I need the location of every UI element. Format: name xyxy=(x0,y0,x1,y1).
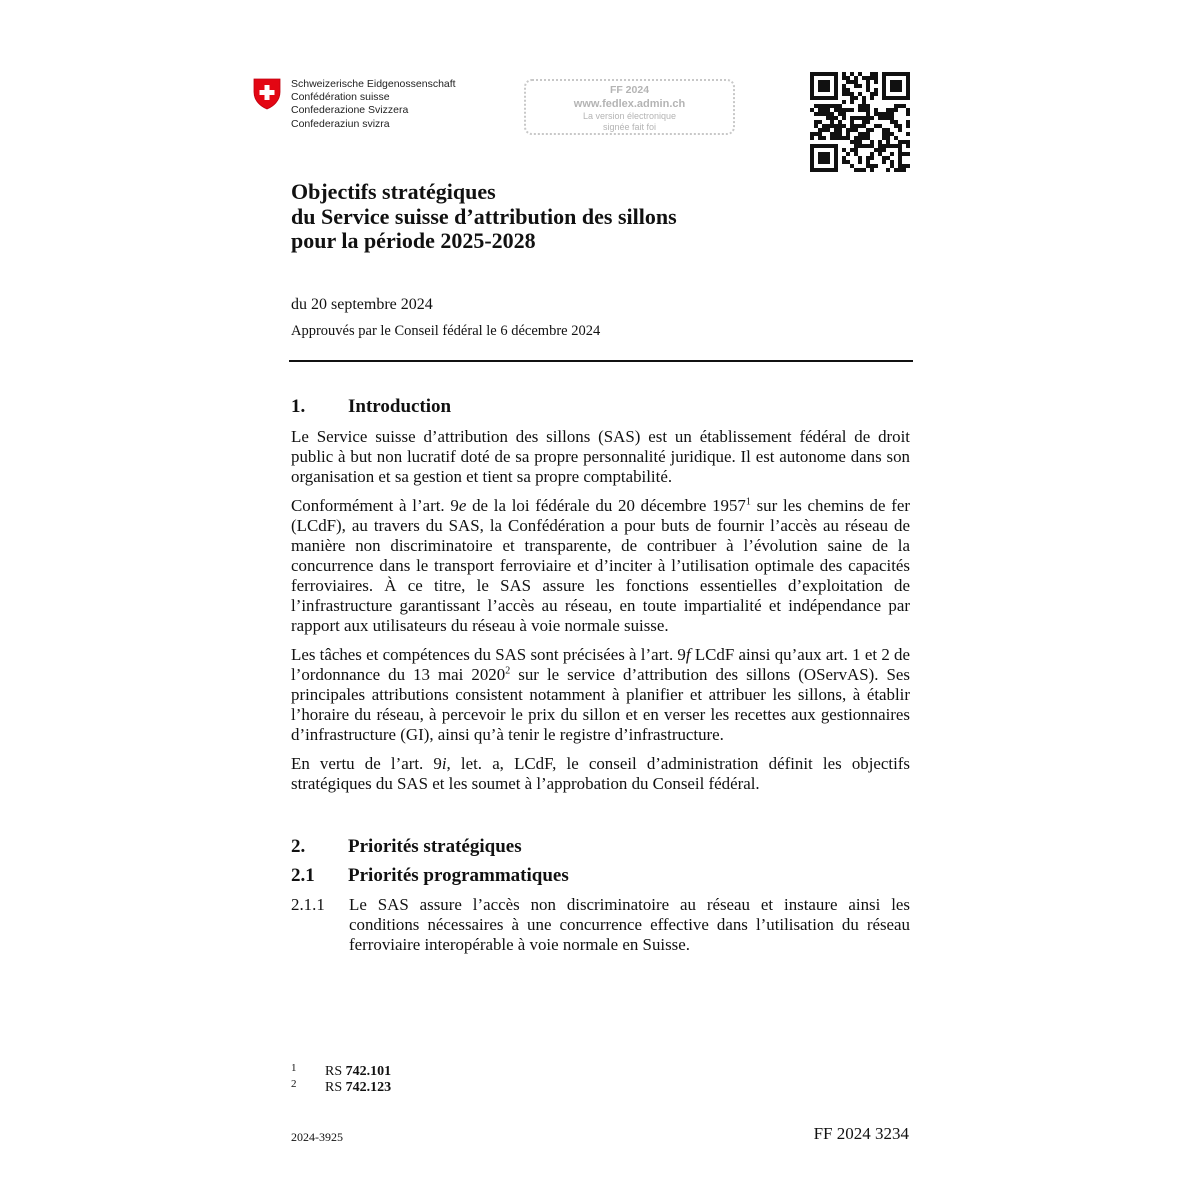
item-text: Le SAS assure l’accès non discriminatoire au réseau et instaure ainsi les conditions nécessaires à une concurrence effective dans l’utilisation du réseau ferroviaire interopérable à voie normale en Suisse. xyxy=(349,895,910,955)
intro-paragraph-4 xyxy=(291,754,910,794)
stamp-line-2: www.fedlex.admin.ch xyxy=(573,98,686,110)
electronic-signature-stamp xyxy=(524,79,735,135)
section-1-heading xyxy=(291,396,691,420)
section-2-heading xyxy=(291,836,691,860)
p3-text-a: Les tâches et compétences du SAS sont précisées à l’art. 9 xyxy=(291,644,686,664)
confederation-name-rm: Confederaziun svizra xyxy=(291,117,390,130)
section-1-title: Introduction xyxy=(348,396,452,417)
p2-text-c: sur les chemins de fer (LCdF), au travers du SAS, la Confédération a pour buts de fournir l’accès au réseau de manière non discriminatoire et transparente, de contribuer à l’évolution saine de la concurrence dans le transport ferroviaire et d’inciter à l’utilisation optimale des capacités ferroviaires. À ce titre, le SAS assure les fonctions essentielles d’exploitation de l’infrastructure garantissant l’accès au réseau, en toute impartialité et indépendance par rapport aux utilisateurs du réseau à voie normale suisse. xyxy=(291,495,910,636)
subsection-2-1-number: 2.1 xyxy=(291,865,315,886)
footnote-1-link[interactable]: 742.101 xyxy=(345,1064,392,1079)
confederation-name-it: Confederazione Svizzera xyxy=(291,104,409,117)
p4-article-letter: i xyxy=(441,753,447,773)
footnote-2-number: 2 xyxy=(291,1077,297,1090)
p3-text-c: sur le service d’attribution des sillons (OServAS). Ses principales attributions consistent notamment à planifier et attribuer les sillons, à établir l’horaire du réseau, à percevoir le prix du sillon et en verser les recettes aux gestionnaires d’infrastructure (GI), ainsi qu’à tenir le registre d’infrastructure. xyxy=(291,665,911,745)
p3-article-letter: f xyxy=(685,644,691,664)
footnote-2-prefix: RS xyxy=(325,1079,346,1095)
document-date: du 20 septembre 2024 xyxy=(291,296,433,313)
section-1-number: 1. xyxy=(291,396,306,417)
section-2-title: Priorités stratégiques xyxy=(348,836,522,857)
footnote-1-number: 1 xyxy=(291,1062,297,1074)
section-1-body xyxy=(291,427,910,803)
p2-text-a: Conformément à l’art. 9 xyxy=(291,495,459,515)
title-divider xyxy=(289,360,913,362)
intro-paragraph-1: Le Service suisse d’attribution des sillons (SAS) est un établissement fédéral de droit public à but non lucratif doté de sa propre personnalité juridique. Il est autonome dans son organisation et sa gestion et tient sa propre comptabilité. xyxy=(291,427,910,487)
stamp-line-3: La version électronique xyxy=(582,111,677,121)
stamp-line-4: signée fait foi xyxy=(602,122,657,132)
p2-text-b: de la loi fédérale du 20 décembre 1957 xyxy=(466,495,746,515)
confederation-name-fr: Confédération suisse xyxy=(291,91,390,104)
footnote-1 xyxy=(291,1064,491,1080)
document-id: 2024-3925 xyxy=(291,1130,343,1144)
p4-text-b: , let. a, LCdF, le conseil d’administration définit les objectifs stratégiques du SAS et les soumet à l’approbation du Conseil fédéral. xyxy=(291,753,910,793)
p3-text-b: LCdF ainsi qu’aux art. 1 et 2 de l’ordonnance du 13 mai 2020 xyxy=(291,644,910,685)
qr-code-icon xyxy=(810,72,910,172)
swiss-coat-of-arms-icon xyxy=(253,78,281,110)
title-line-3: pour la période 2025-2028 xyxy=(291,228,536,253)
intro-paragraph-2 xyxy=(291,496,910,637)
list-item xyxy=(291,895,910,957)
footnote-ref-2[interactable]: 2 xyxy=(505,665,511,677)
stamp-line-1: FF 2024 xyxy=(609,84,650,96)
confederation-name-de: Schweizerische Eidgenossenschaft xyxy=(291,78,456,90)
title-line-1: Objectifs stratégiques xyxy=(291,179,496,204)
footnote-ref-1[interactable]: 1 xyxy=(745,496,751,508)
footnote-1-prefix: RS xyxy=(325,1064,346,1079)
p2-article-letter: e xyxy=(458,495,467,515)
p4-text-a: En vertu de l’art. 9 xyxy=(291,753,442,773)
item-number: 2.1.1 xyxy=(291,895,325,914)
subsection-2-1-heading xyxy=(291,865,691,889)
footnotes xyxy=(291,1064,491,1095)
page-reference: FF 2024 3234 xyxy=(813,1124,909,1143)
document-title xyxy=(291,180,677,254)
approval-note: Approuvés par le Conseil fédéral le 6 décembre 2024 xyxy=(291,323,601,339)
subsection-2-1-title: Priorités programmatiques xyxy=(348,865,569,886)
confederation-names xyxy=(291,78,456,131)
intro-paragraph-3 xyxy=(291,645,910,745)
title-line-2: du Service suisse d’attribution des sillons xyxy=(291,203,677,229)
footnote-2 xyxy=(291,1077,491,1096)
footnote-2-link[interactable]: 742.123 xyxy=(345,1079,392,1095)
section-2-number: 2. xyxy=(291,836,306,857)
